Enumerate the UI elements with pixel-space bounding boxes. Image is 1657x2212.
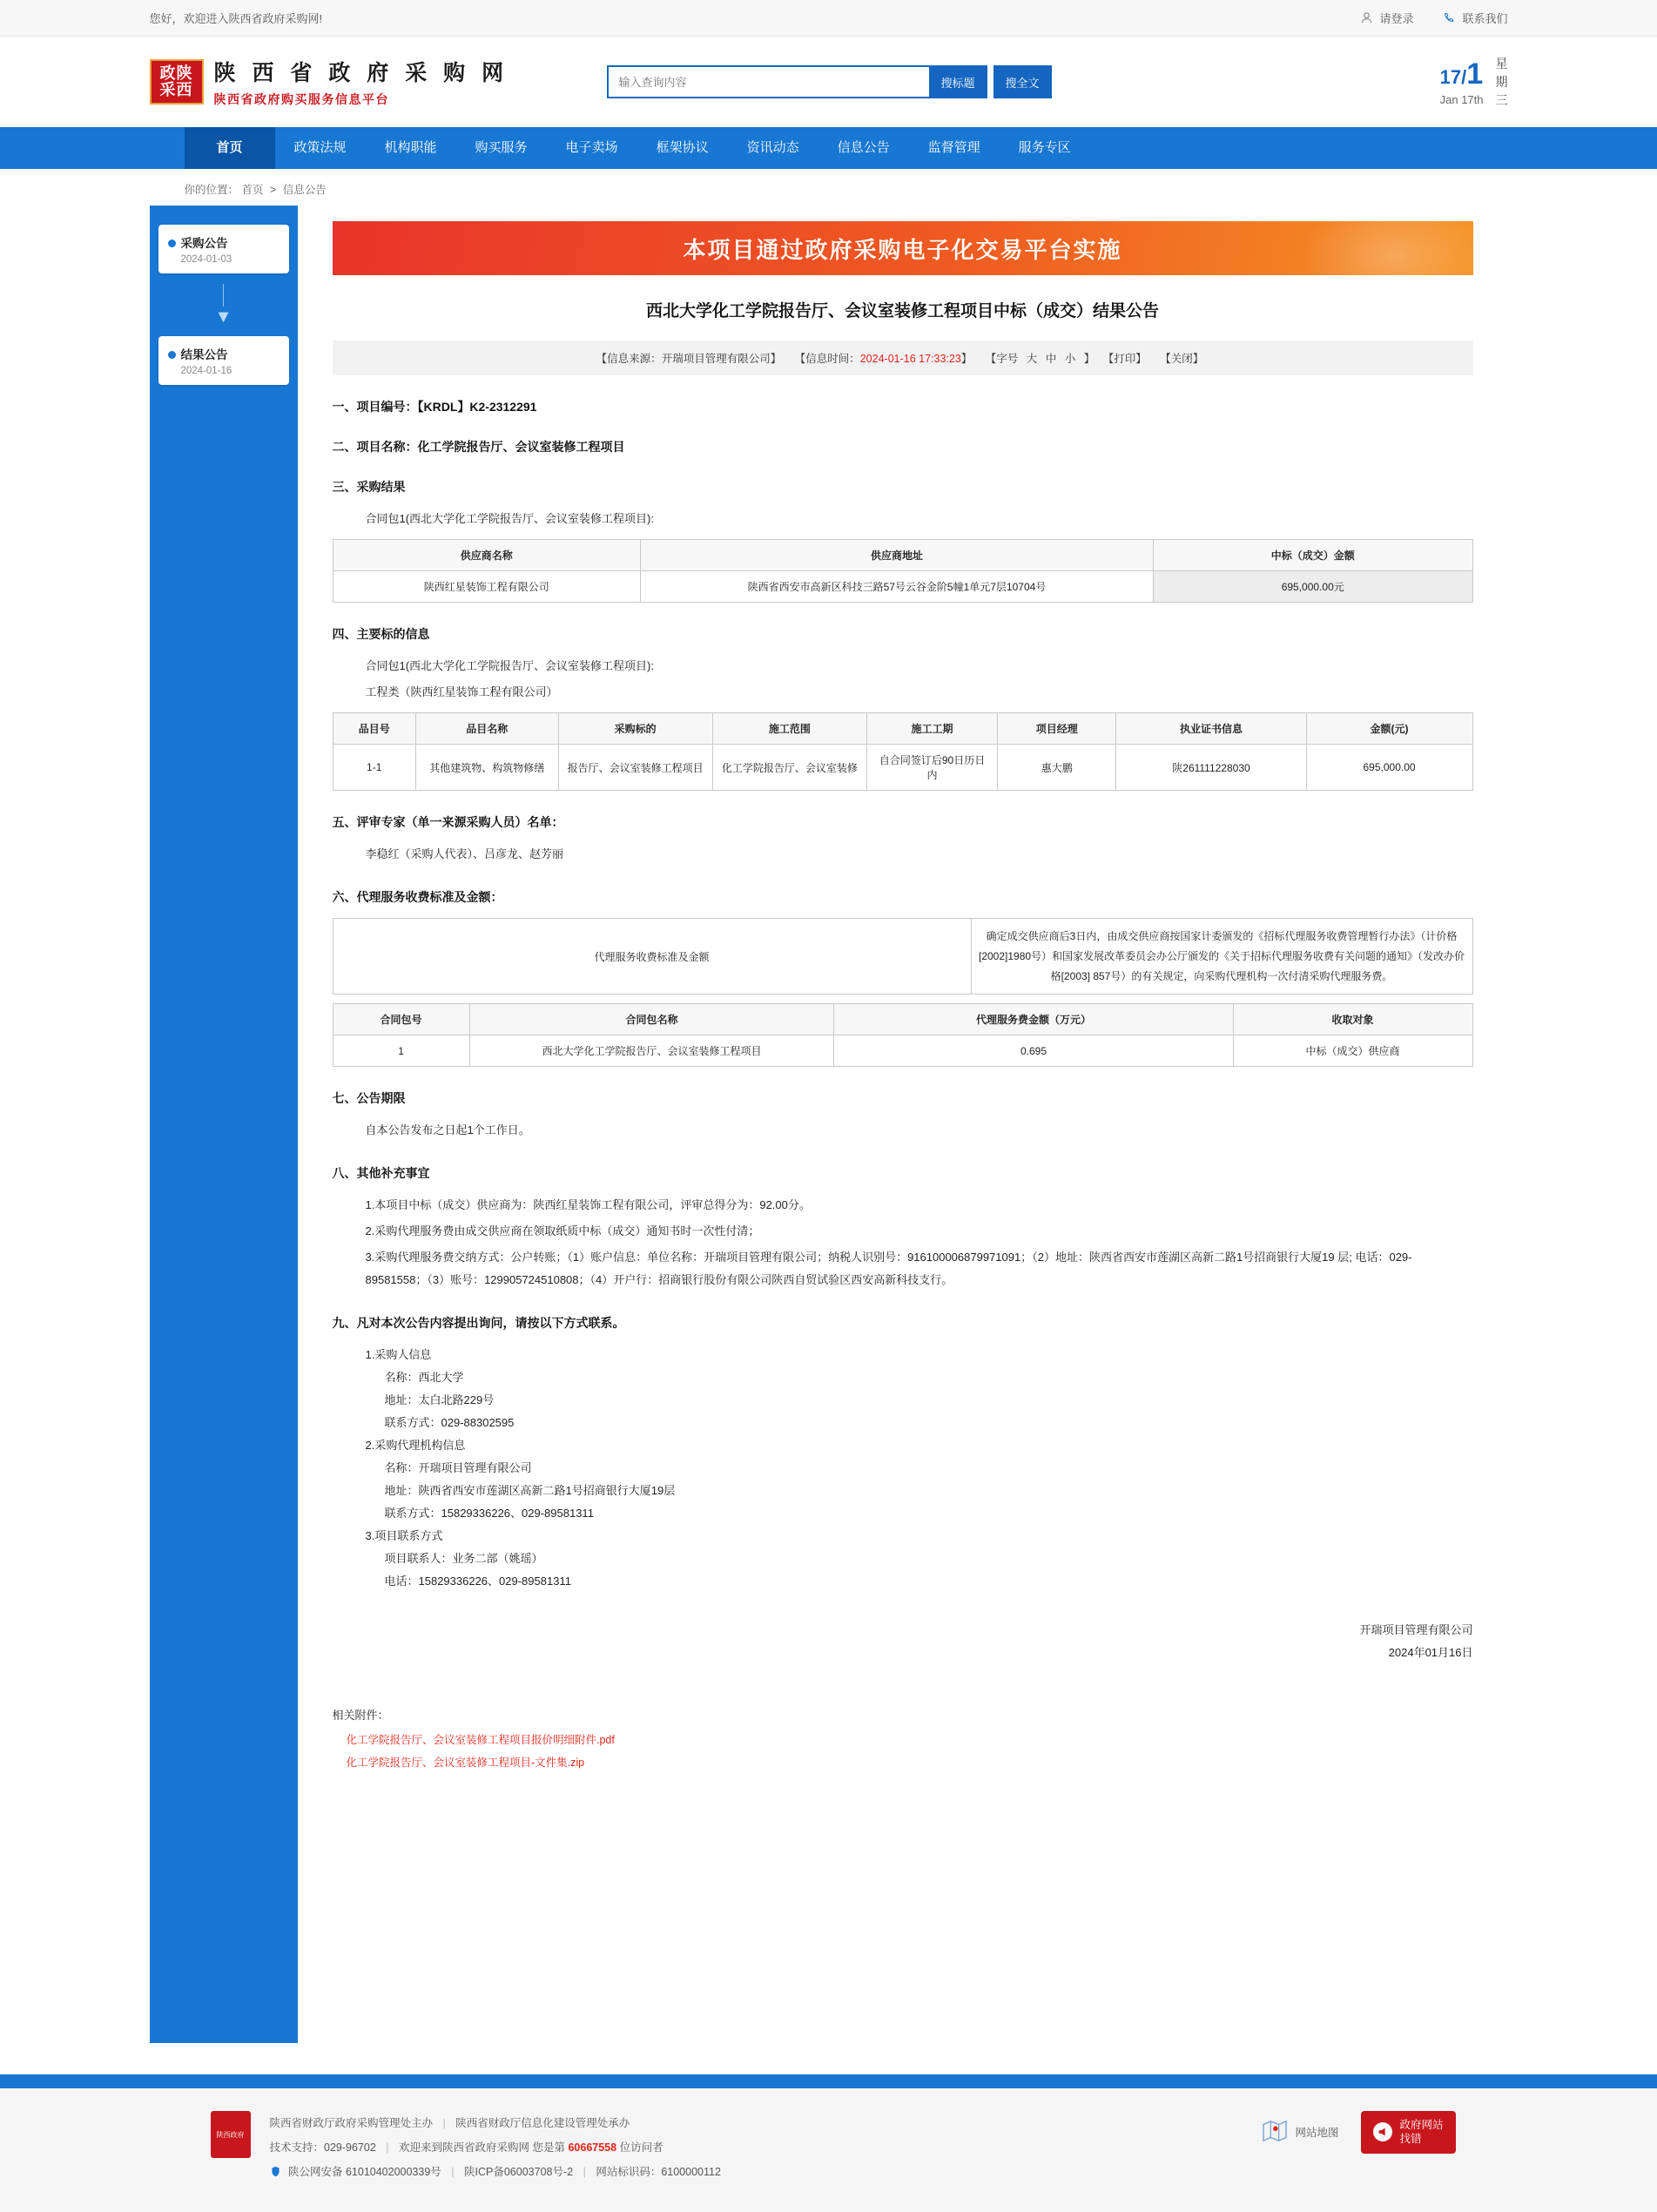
contact-project-person: 项目联系人：业务二部（姚瑶） xyxy=(384,1552,543,1566)
meta-source-value: 开瑞项目管理有限公司 xyxy=(661,353,771,365)
font-size-small-button[interactable]: 小 xyxy=(1064,353,1076,365)
attachment-link-zip[interactable]: 化工学院报告厅、会议室装修工程项目-文件集.zip xyxy=(346,1757,585,1770)
nav-item-policy[interactable]: 政策法规 xyxy=(293,140,347,155)
contact-purchaser-name: 名称：西北大学 xyxy=(384,1371,464,1385)
megaphone-icon xyxy=(1373,2122,1392,2141)
logo-mark-icon xyxy=(150,59,204,105)
step-date: 2024-01-16 xyxy=(180,366,232,376)
contact-purchaser-address: 地址：太白北路229号 xyxy=(384,1393,495,1407)
nav-item-service-zone[interactable]: 服务专区 xyxy=(1018,140,1071,155)
site-map-link[interactable] xyxy=(1262,2120,1338,2145)
signature-organization: 开瑞项目管理有限公司 xyxy=(1359,1623,1473,1637)
document-content xyxy=(298,206,1508,1794)
signature-block xyxy=(333,1619,1473,1664)
close-button[interactable]: 【关闭】 xyxy=(1160,353,1204,365)
police-badge-icon xyxy=(270,2161,281,2186)
th-package-name: 合同包名称 xyxy=(469,1004,834,1035)
login-link[interactable] xyxy=(1360,10,1413,26)
site-header xyxy=(0,37,1657,127)
contact-project-phone: 电话：15829336226、029-89581311 xyxy=(384,1575,571,1588)
date-slash: / xyxy=(1461,66,1467,88)
table-row xyxy=(333,919,1472,995)
agency-fee-table xyxy=(333,918,1473,995)
th-award-amount: 中标（成交）金额 xyxy=(1153,540,1472,571)
td-item-name: 其他建筑物、构筑物修缮 xyxy=(415,745,558,791)
nav-item-home[interactable]: 首页 xyxy=(185,127,275,169)
search-title-button[interactable]: 搜标题 xyxy=(929,65,987,98)
th-item-no: 品目号 xyxy=(333,713,415,745)
section-supplementary: 八、其他补充事宜 xyxy=(332,1166,430,1181)
agency-fee-detail-table xyxy=(333,1003,1473,1067)
supplementary-line-1: 1.本项目中标（成交）供应商为：陕西红星装饰工程有限公司，评审总得分为：92.00分。 xyxy=(365,1198,811,1212)
attachments-heading: 相关附件： xyxy=(332,1709,389,1723)
page-title: 西北大学化工学院报告厅、会议室装修工程项目中标（成交）结果公告 xyxy=(645,302,1159,320)
td-fee-standard-text: 确定成交供应商后3日内，由成交供应商按国家计委颁发的《招标代理服务收费管理暂行办法》（计价格[2002]1980号）和国家发展改革委员会办公厅颁发的《关于招标代理服务收费有关问题的通知》（发改办价格[2003] 857号）的有关规定，向采购代理机构一次付清采购代理服务费。 xyxy=(971,919,1472,995)
experts-list: 李稳红（采购人代表）、吕彦龙、赵芳丽 xyxy=(365,847,564,860)
footer-site-code: 网站标识码：6100000112 xyxy=(596,2166,721,2179)
government-emblem-icon: 陕西政府 xyxy=(211,2111,251,2158)
greeting-text: 您好，欢迎进入陕西省政府采购网! xyxy=(149,12,323,25)
th-item-name: 品目名称 xyxy=(415,713,558,745)
step-title: 结果公告 xyxy=(180,348,228,361)
logo-title: 陕 西 省 政 府 采 购 网 xyxy=(213,61,509,85)
logo-mark-line2: 采西 xyxy=(159,81,193,98)
main-area xyxy=(150,206,1508,2074)
document-meta xyxy=(333,341,1473,375)
contact-purchaser-phone: 联系方式：029-88302595 xyxy=(384,1416,515,1430)
td-item-no: 1-1 xyxy=(333,745,415,791)
th-manager: 项目经理 xyxy=(998,713,1116,745)
nav-item-emarket[interactable]: 电子卖场 xyxy=(565,140,618,155)
breadcrumb-home[interactable]: 首页 xyxy=(241,184,264,196)
items-package-label: 合同包1(西北大学化工学院报告厅、会议室装修工程项目): xyxy=(365,659,655,672)
meta-source-label: 【信息来源： xyxy=(596,353,662,365)
step-dot-icon xyxy=(168,351,176,359)
date-day: 17 xyxy=(1439,66,1462,88)
print-button[interactable]: 【打印】 xyxy=(1102,353,1147,365)
th-scope: 施工范围 xyxy=(712,713,866,745)
user-icon xyxy=(1360,11,1373,24)
section-notice-period: 七、公告期限 xyxy=(332,1091,406,1106)
th-amount: 金额(元) xyxy=(1306,713,1472,745)
table-header-row xyxy=(333,1004,1472,1035)
contact-link[interactable] xyxy=(1443,10,1507,26)
td-item-subject: 报告厅、会议室装修工程项目 xyxy=(558,745,712,791)
nav-item-functions[interactable]: 机构职能 xyxy=(384,140,437,155)
th-duration: 施工工期 xyxy=(867,713,998,745)
td-amount: 695,000.00 xyxy=(1306,745,1472,791)
nav-item-framework[interactable]: 框架协议 xyxy=(656,140,709,155)
td-fee-amount: 0.695 xyxy=(834,1035,1233,1067)
attachments-list xyxy=(333,1731,1473,1770)
breadcrumb-current[interactable]: 信息公告 xyxy=(282,184,327,196)
supplier-result-table xyxy=(333,539,1473,603)
date-month: 1 xyxy=(1466,57,1484,91)
weekday-line1: 星 xyxy=(1495,56,1508,71)
contact-project-heading: 3.项目联系方式 xyxy=(365,1529,443,1543)
sidebar-step-purchase-notice[interactable] xyxy=(158,225,289,273)
breadcrumb-separator: > xyxy=(270,184,277,196)
td-package-no: 1 xyxy=(333,1035,469,1067)
table-header-row xyxy=(333,713,1472,745)
sidebar-step-result-notice[interactable] xyxy=(158,336,289,385)
site-map-label: 网站地图 xyxy=(1295,2127,1339,2140)
logo-mark-line1: 政陕 xyxy=(159,64,193,83)
gov-report-line1: 政府网站 xyxy=(1399,2119,1444,2131)
footer-organizer: 陕西省财政厅政府采购管理处主办 xyxy=(269,2117,434,2129)
th-supplier-address: 供应商地址 xyxy=(640,540,1153,571)
td-manager: 惠大鹏 xyxy=(998,745,1116,791)
gov-site-report-button[interactable] xyxy=(1361,2111,1455,2154)
main-nav xyxy=(0,127,1657,169)
footer-visitor-count: 60667558 xyxy=(568,2141,617,2155)
site-footer: 陕西政府 陕西省财政厅政府采购管理处主办 | 陕西省财政厅信息化建设管理处承办 技术支持：029-96702 | 欢迎来到陕西省政府采购网 您是第 60667558 位访问者 陕公网安备 61010402000339号 | 陕ICP备06003708号-2 | 网站标识码：6100000112 网站地图 政府网站 找错 xyxy=(0,2088,1657,2212)
footer-accent-bar xyxy=(0,2074,1657,2088)
th-package-no: 合同包号 xyxy=(333,1004,469,1035)
breadcrumb xyxy=(150,169,1508,206)
section-contacts: 九、凡对本次公告内容提出询问，请按以下方式联系。 xyxy=(332,1316,625,1331)
footer-support: 技术支持：029-96702 xyxy=(269,2141,376,2155)
th-fee-payer: 收取对象 xyxy=(1233,1004,1472,1035)
nav-item-news[interactable]: 资讯动态 xyxy=(746,140,799,155)
items-category-label: 工程类（陕西红星装饰工程有限公司） xyxy=(365,685,558,698)
footer-undertaker: 陕西省财政厅信息化建设管理处承办 xyxy=(455,2117,630,2129)
weekday-line3: 三 xyxy=(1495,92,1508,107)
step-date: 2024-01-03 xyxy=(180,254,232,265)
contact-purchaser-heading: 1.采购人信息 xyxy=(365,1348,432,1362)
td-fee-standard-label: 代理服务收费标准及金额 xyxy=(333,919,971,995)
contact-agency-name: 名称：开瑞项目管理有限公司 xyxy=(384,1461,532,1475)
footer-police-record[interactable]: 陕公网安备 61010402000339号 xyxy=(287,2166,441,2179)
meta-fontsize-label: 【字号 xyxy=(985,353,1019,365)
table-header-row xyxy=(333,540,1472,571)
section-main-items: 四、主要标的信息 xyxy=(332,627,430,641)
date-block xyxy=(1440,55,1508,110)
map-icon xyxy=(1262,2120,1288,2145)
nav-item-supervision[interactable]: 监督管理 xyxy=(927,140,980,155)
section-result: 三、采购结果 xyxy=(332,480,406,494)
logo-subtitle: 陕西省政府购买服务信息平台 xyxy=(213,92,389,106)
table-row xyxy=(333,745,1472,791)
footer-visitor-suffix: 位访问者 xyxy=(619,2141,663,2155)
meta-time-label: 【信息时间： xyxy=(794,353,860,365)
contact-label: 联系我们 xyxy=(1462,12,1508,25)
footer-icp-record[interactable]: 陕ICP备06003708号-2 xyxy=(464,2166,574,2179)
td-certificate: 陕261111228030 xyxy=(1116,745,1306,791)
search-area xyxy=(607,65,1052,98)
weekday-line2: 期 xyxy=(1495,74,1508,89)
font-size-medium-button[interactable]: 中 xyxy=(1045,353,1057,365)
th-item-subject: 采购标的 xyxy=(558,713,712,745)
meta-source-end: 】 xyxy=(770,353,782,365)
section-project-name: 二、项目名称：化工学院报告厅、会议室装修工程项目 xyxy=(332,440,625,454)
contact-agency-heading: 2.采购代理机构信息 xyxy=(365,1439,466,1453)
th-fee-amount: 代理服务费金额（万元） xyxy=(834,1004,1233,1035)
date-english: Jan 17th xyxy=(1439,93,1484,106)
section-project-number: 一、项目编号：【KRDL】K2-2312291 xyxy=(332,400,537,414)
contact-agency-address: 地址：陕西省西安市莲湖区高新二路1号招商银行大厦19层 xyxy=(384,1484,676,1498)
td-package-name: 西北大学化工学院报告厅、会议室装修工程项目 xyxy=(469,1035,834,1067)
supplementary-line-2: 2.采购代理服务费由成交供应商在领取纸质中标（成交）通知书时一次性付清； xyxy=(365,1224,760,1238)
meta-time-end: 】 xyxy=(960,353,973,365)
td-fee-payer: 中标（成交）供应商 xyxy=(1233,1035,1472,1067)
section-experts: 五、评审专家（单一来源采购人员）名单： xyxy=(332,815,564,829)
main-items-table xyxy=(333,712,1473,791)
font-size-large-button[interactable]: 大 xyxy=(1026,353,1038,365)
phone-icon xyxy=(1443,11,1456,24)
gov-report-line2: 找错 xyxy=(1399,2133,1422,2146)
section-agency-fee: 六、代理服务收费标准及金额： xyxy=(332,890,503,904)
search-fulltext-button[interactable]: 搜全文 xyxy=(994,65,1052,98)
nav-item-announcements[interactable]: 信息公告 xyxy=(837,140,890,155)
meta-fontsize-end: 】 xyxy=(1083,353,1095,365)
td-duration: 自合同签订后90日历日内 xyxy=(867,745,998,791)
search-input[interactable] xyxy=(607,65,929,98)
th-supplier-name: 供应商名称 xyxy=(333,540,640,571)
nav-item-purchase-service[interactable]: 购买服务 xyxy=(475,140,528,155)
signature-date: 2024年01月16日 xyxy=(1388,1646,1473,1660)
supplementary-line-3: 3.采购代理服务费交纳方式：公户转账；（1）账户信息：单位名称：开瑞项目管理有限公司；纳税人识别号：916100006879971091；（2）地址：陕西省西安市莲湖区高新二路1号招商银行大厦19 层; 电话：029-89581558；（3）账号：129905724510808；（4）开户行：招商银行股份有限公司陕西自贸试验区西安高新科技支行。 xyxy=(365,1251,1412,1287)
step-title: 采购公告 xyxy=(180,237,228,250)
step-dot-icon xyxy=(168,239,176,247)
td-supplier-name: 陕西红星装饰工程有限公司 xyxy=(333,571,640,603)
td-supplier-address: 陕西省西安市高新区科技三路57号云谷金阶5幢1单元7层10704号 xyxy=(640,571,1153,603)
platform-banner: 本项目通过政府采购电子化交易平台实施 xyxy=(333,221,1473,275)
notice-period-text: 自本公告发布之日起1个工作日。 xyxy=(365,1123,530,1137)
progress-sidebar xyxy=(150,206,298,2043)
th-certificate: 执业证书信息 xyxy=(1116,713,1306,745)
meta-time-value: 2024-01-16 17:33:23 xyxy=(859,353,961,365)
site-logo[interactable] xyxy=(150,56,585,108)
weekday-block xyxy=(1496,55,1508,110)
footer-visitor-text: 欢迎来到陕西省政府采购网 您是第 xyxy=(399,2141,565,2155)
contact-agency-phone: 联系方式：15829336226、029-89581311 xyxy=(384,1507,594,1521)
top-bar xyxy=(0,0,1657,37)
result-package-label: 合同包1(西北大学化工学院报告厅、会议室装修工程项目): xyxy=(365,512,655,525)
login-label: 请登录 xyxy=(1379,12,1414,25)
table-row xyxy=(333,1035,1472,1067)
attachment-link-pdf[interactable]: 化工学院报告厅、会议室装修工程项目报价明细附件.pdf xyxy=(346,1734,615,1747)
td-award-amount: 695,000.00元 xyxy=(1153,571,1472,603)
step-arrow-icon: ▼ xyxy=(158,284,289,326)
breadcrumb-prefix: 你的位置： xyxy=(184,184,239,196)
td-scope: 化工学院报告厅、会议室装修 xyxy=(712,745,866,791)
table-row xyxy=(333,571,1472,603)
